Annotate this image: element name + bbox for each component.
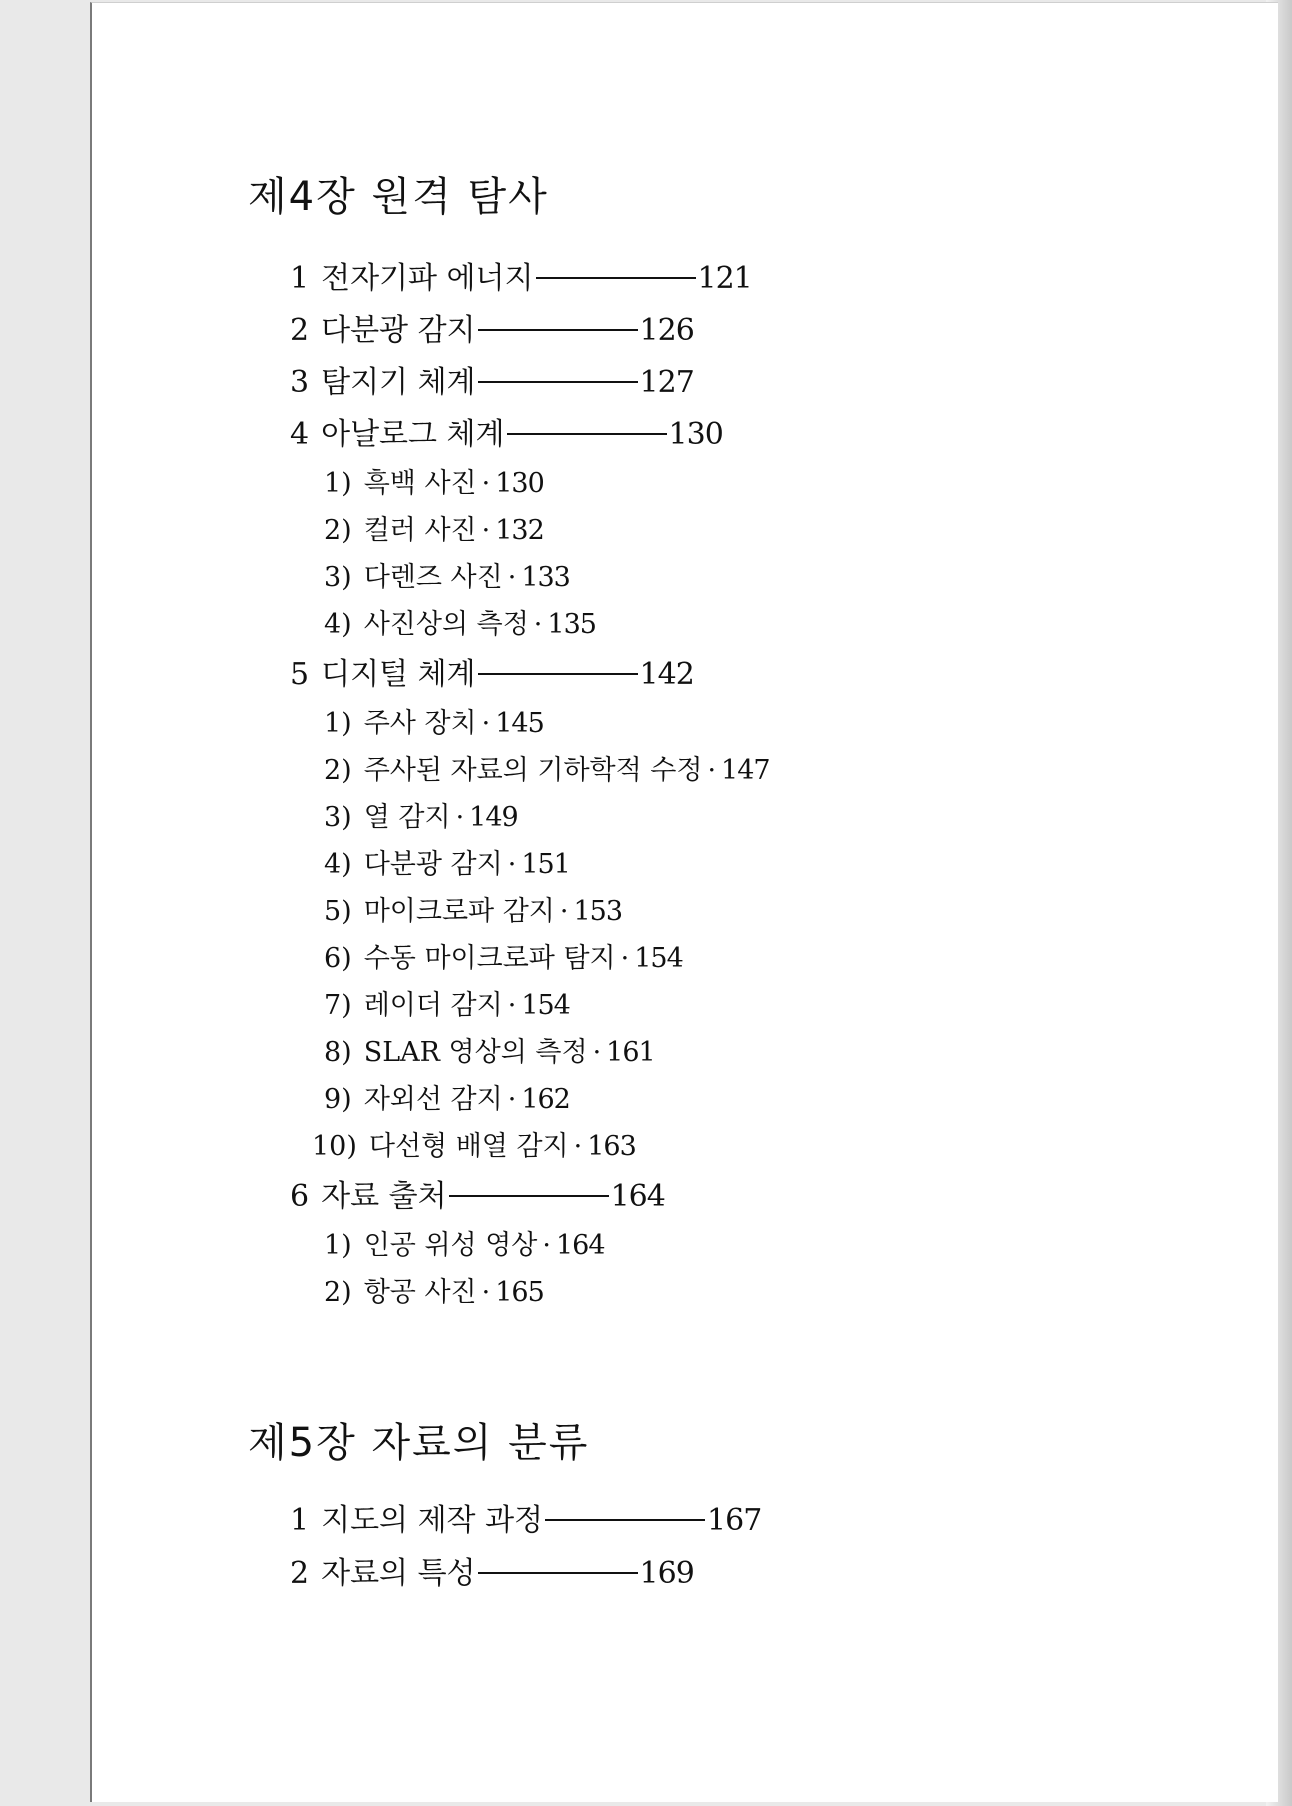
toc-entry[interactable] — [290, 253, 752, 297]
entry-page: 149 — [469, 802, 518, 833]
toc-subentry[interactable] — [324, 508, 544, 547]
separator-dot: · — [507, 990, 517, 1021]
separator-dot: · — [481, 1277, 491, 1308]
entry-page: 133 — [521, 562, 570, 593]
entry-title: 다분광 감지 — [321, 313, 476, 348]
entry-title: 다선형 배열 감지 — [368, 1131, 569, 1162]
toc-entry[interactable] — [290, 305, 694, 349]
separator-dot: · — [620, 943, 630, 974]
entry-page: 151 — [521, 849, 570, 880]
toc-entry[interactable] — [290, 649, 694, 693]
leader-line — [449, 1195, 609, 1197]
toc-subentry[interactable] — [324, 936, 683, 975]
separator-dot: · — [481, 515, 491, 546]
entry-number: 5 — [290, 657, 310, 692]
leader-line — [545, 1519, 705, 1521]
toc-subentry[interactable] — [324, 555, 570, 594]
entry-number: 3) — [324, 562, 352, 593]
entry-title: 디지털 체계 — [321, 657, 476, 692]
entry-title: 컬러 사진 — [363, 515, 477, 546]
entry-page: 162 — [521, 1084, 570, 1115]
entry-number: 1 — [290, 261, 310, 296]
separator-dot: · — [481, 708, 491, 739]
entry-page: 130 — [668, 417, 723, 452]
entry-number: 8) — [324, 1037, 352, 1068]
toc-entry[interactable] — [290, 1548, 694, 1592]
separator-dot: · — [573, 1131, 583, 1162]
separator-dot: · — [592, 1037, 602, 1068]
toc-subentry[interactable] — [324, 795, 518, 834]
separator-dot: · — [559, 896, 569, 927]
entry-number: 2) — [324, 1277, 352, 1308]
toc-subentry[interactable] — [324, 1270, 544, 1309]
entry-page: 147 — [721, 755, 770, 786]
separator-dot: · — [507, 562, 517, 593]
entry-number: 10) — [312, 1131, 357, 1162]
toc-subentry[interactable] — [312, 1124, 636, 1163]
entry-title: 인공 위성 영상 — [363, 1230, 538, 1261]
entry-title: 열 감지 — [363, 802, 451, 833]
entry-page: 164 — [610, 1179, 665, 1214]
entry-number: 4 — [290, 417, 310, 452]
entry-title: 마이크로파 감지 — [363, 896, 555, 927]
entry-page: 121 — [697, 261, 752, 296]
entry-title: 항공 사진 — [363, 1277, 477, 1308]
entry-title: 다분광 감지 — [363, 849, 503, 880]
toc-entry[interactable] — [290, 357, 694, 401]
leader-line — [536, 277, 696, 279]
entry-title: 다렌즈 사진 — [363, 562, 503, 593]
leader-line — [478, 381, 638, 383]
entry-title: 지도의 제작 과정 — [321, 1503, 544, 1538]
entry-title: 자외선 감지 — [363, 1084, 503, 1115]
entry-page: 161 — [606, 1037, 655, 1068]
toc-subentry[interactable] — [324, 983, 570, 1022]
chapter-5-title: 제5장 자료의 분류 — [248, 1420, 590, 1466]
entry-page: 132 — [495, 515, 544, 546]
entry-number: 1 — [290, 1503, 310, 1538]
entry-number: 3) — [324, 802, 352, 833]
toc-subentry[interactable] — [324, 701, 544, 740]
entry-title: 아날로그 체계 — [321, 417, 505, 452]
separator-dot: · — [455, 802, 465, 833]
separator-dot: · — [507, 1084, 517, 1115]
entry-number: 2) — [324, 755, 352, 786]
entry-page: 154 — [634, 943, 683, 974]
entry-number: 1) — [324, 468, 352, 499]
chapter-4-title: 제4장 원격 탐사 — [248, 174, 549, 220]
entry-page: 130 — [495, 468, 544, 499]
entry-page: 163 — [587, 1131, 636, 1162]
entry-number: 5) — [324, 896, 352, 927]
entry-title: SLAR 영상의 측정 — [363, 1037, 588, 1068]
toc-subentry[interactable] — [324, 1030, 655, 1069]
entry-number: 4) — [324, 849, 352, 880]
entry-number: 6 — [290, 1179, 310, 1214]
entry-title: 흑백 사진 — [363, 468, 477, 499]
separator-dot: · — [542, 1230, 551, 1261]
entry-number: 1) — [324, 708, 352, 739]
entry-title: 주사 장치 — [363, 708, 477, 739]
entry-number: 6) — [324, 943, 352, 974]
entry-number: 9) — [324, 1084, 352, 1115]
toc-entry[interactable] — [290, 409, 723, 453]
separator-dot: · — [481, 468, 491, 499]
entry-page: 164 — [555, 1230, 605, 1261]
entry-number: 7) — [324, 990, 352, 1021]
entry-number: 1) — [324, 1230, 352, 1261]
entry-title: 전자기파 에너지 — [321, 261, 534, 296]
entry-title: 레이더 감지 — [363, 990, 503, 1021]
entry-number: 2 — [290, 313, 310, 348]
separator-dot: · — [707, 755, 717, 786]
toc-subentry[interactable] — [324, 748, 770, 787]
toc-subentry[interactable] — [324, 602, 596, 641]
entry-title: 사진상의 측정 — [363, 609, 529, 640]
leader-line — [478, 1572, 638, 1574]
entry-title: 자료의 특성 — [321, 1556, 476, 1591]
separator-dot: · — [533, 609, 543, 640]
entry-page: 127 — [639, 365, 694, 400]
entry-number: 2) — [324, 515, 352, 546]
toc-subentry[interactable] — [324, 1077, 570, 1116]
toc-subentry[interactable] — [324, 1223, 605, 1262]
document-page — [90, 2, 1278, 1802]
entry-page: 135 — [547, 609, 596, 640]
entry-title: 탐지기 체계 — [321, 365, 476, 400]
entry-title: 주사된 자료의 기하학적 수정 — [363, 755, 703, 786]
entry-title: 수동 마이크로파 탐지 — [363, 943, 616, 974]
entry-number: 2 — [290, 1556, 310, 1591]
toc-subentry[interactable] — [324, 842, 570, 881]
toc-subentry[interactable] — [324, 889, 622, 928]
entry-page: 154 — [521, 990, 570, 1021]
entry-number: 3 — [290, 365, 310, 400]
entry-number: 4) — [324, 609, 352, 640]
entry-page: 153 — [573, 896, 623, 927]
separator-dot: · — [507, 849, 517, 880]
toc-entry[interactable] — [290, 1495, 761, 1539]
entry-page: 142 — [639, 657, 694, 692]
entry-page: 145 — [495, 708, 544, 739]
entry-page: 165 — [495, 1277, 544, 1308]
leader-line — [507, 433, 667, 435]
leader-line — [478, 329, 638, 331]
entry-page: 167 — [707, 1503, 762, 1538]
entry-page: 126 — [639, 313, 694, 348]
entry-title: 자료 출처 — [321, 1179, 447, 1214]
toc-subentry[interactable] — [324, 461, 544, 500]
toc-entry[interactable] — [290, 1171, 665, 1215]
leader-line — [478, 673, 638, 675]
entry-page: 169 — [639, 1556, 694, 1591]
